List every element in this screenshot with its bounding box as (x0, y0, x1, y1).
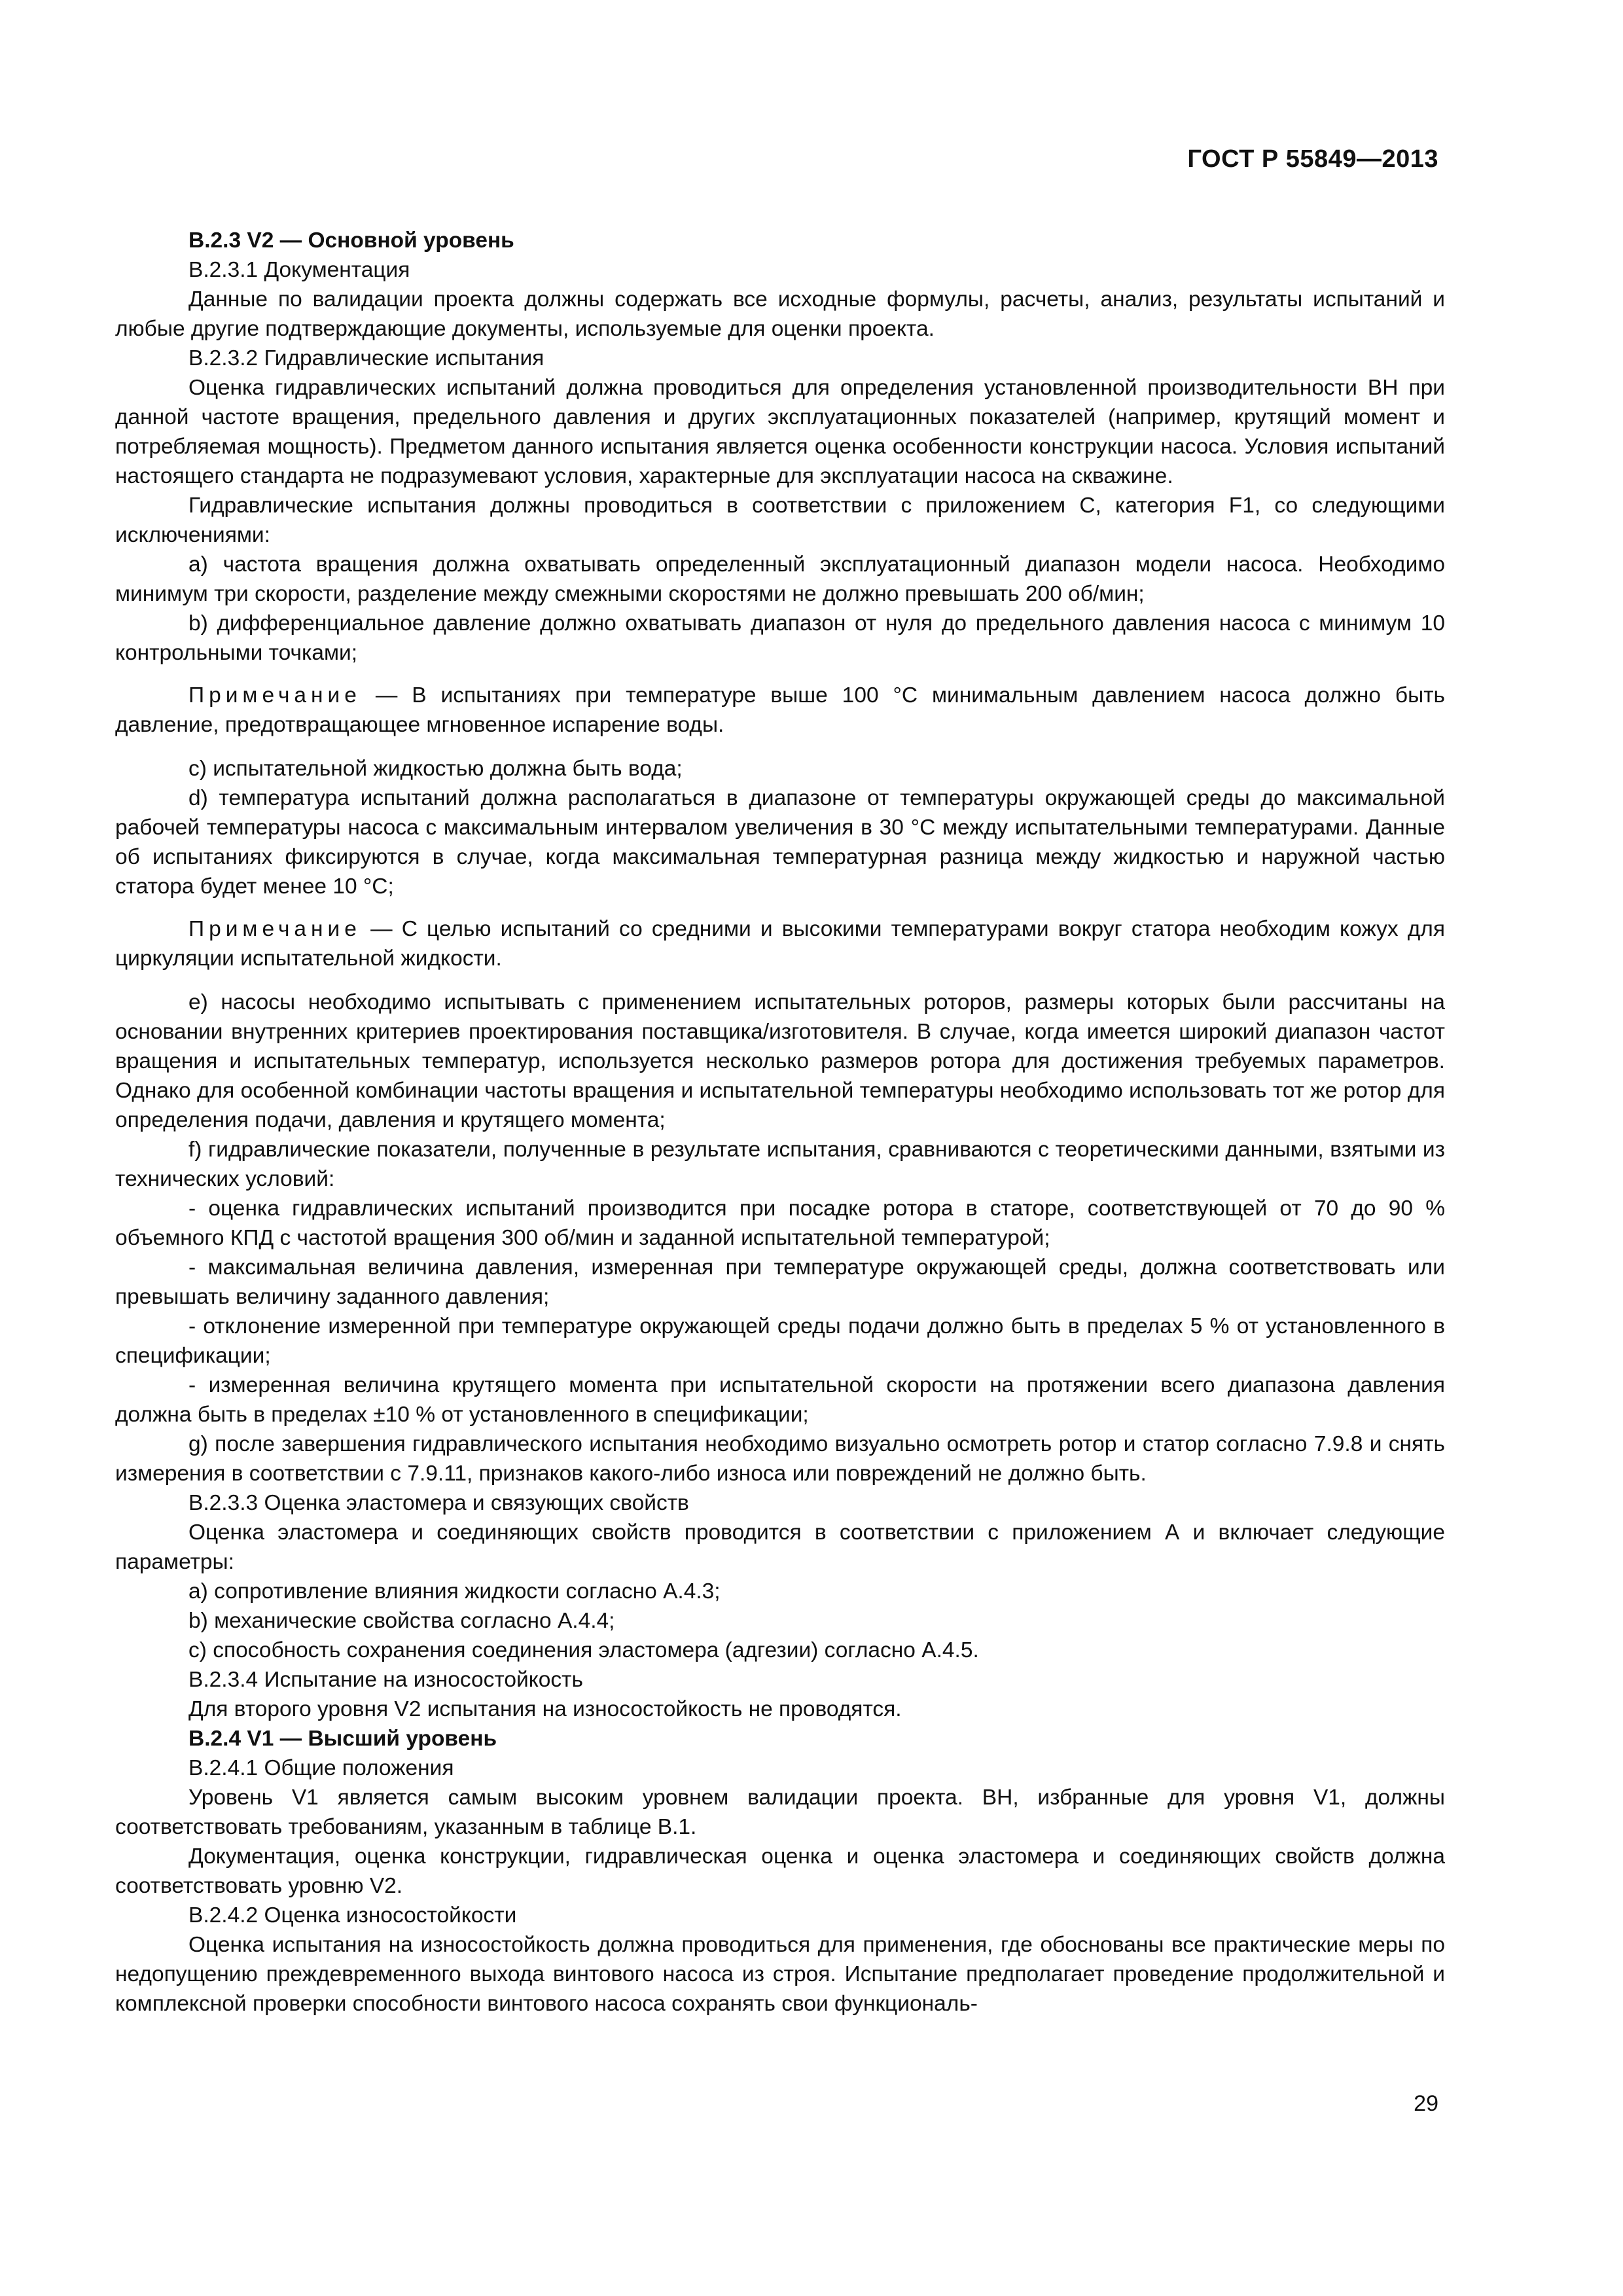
paragraph: Гидравлические испытания должны проводиться в соответствии с приложением С, категория F1, со следующими исключениями: (115, 493, 1445, 547)
subsection-heading: B.2.4.2 Оценка износостойкости (188, 1903, 517, 1928)
note (115, 681, 1445, 740)
note-text: — С целью испытаний со средними и высокими температурами вокруг статора необходим кожух для циркуляции испытательной жидкости. (115, 917, 1445, 971)
paragraph: Оценка гидравлических испытаний должна проводиться для определения установленной производительности ВН при данной частоте вращения, предельного давления и других эксплуатационных показателей (например, крутящий момент и потребляемая мощность). Предметом данного испытания является оценка особенности конструкции насоса. Условия испытаний настоящего стандарта не подразумевают условия, характерные для эксплуатации насоса на скважине. (115, 376, 1445, 488)
standard-header: ГОСТ Р 55849—2013 (1187, 145, 1438, 173)
list-item: c) способность сохранения соединения эластомера (адгезии) согласно А.4.5. (188, 1638, 979, 1662)
note-label: Примечание (188, 917, 361, 941)
section-heading: B.2.4 V1 — Высший уровень (188, 1727, 497, 1751)
list-item: g) после завершения гидравлического испытания необходимо визуально осмотреть ротор и статор согласно 7.9.8 и снять измерения в соответствии с 7.9.11, признаков какого-либо износа или повреждений не должно быть. (115, 1432, 1445, 1486)
subsection-heading: B.2.3.2 Гидравлические испытания (188, 346, 544, 370)
dash-item: - максимальная величина давления, измеренная при температуре окружающей среды, должна соответствовать или превышать величину заданного давления; (115, 1255, 1445, 1309)
subsection-heading: B.2.3.4 Испытание на износостойкость (188, 1668, 583, 1692)
section-heading: B.2.3 V2 — Основной уровень (188, 228, 514, 253)
subsection-heading: B.2.4.1 Общие положения (188, 1756, 454, 1780)
list-item: e) насосы необходимо испытывать с применением испытательных роторов, размеры которых были рассчитаны на основании внутренних критериев проектирования поставщика/изготовителя. В случае, когда имеется широкий диапазон частот вращения и испытательных температур, используется несколько размеров ротора для достижения требуемых параметров. Однако для особенной комбинации частоты вращения и испытательной температуры необходимо использовать тот же ротор для определения подачи, давления и крутящего момента; (115, 990, 1445, 1132)
dash-item: - отклонение измеренной при температуре окружающей среды подачи должно быть в пределах 5 % от установленного в спецификации; (115, 1314, 1445, 1368)
subsection-heading: B.2.3.1 Документация (188, 258, 410, 282)
note (115, 914, 1445, 973)
paragraph: Для второго уровня V2 испытания на износостойкость не проводятся. (188, 1697, 902, 1721)
note-text: — В испытаниях при температуре выше 100 °С минимальным давлением насоса должно быть давление, предотвращающее мгновенное испарение воды. (115, 683, 1445, 737)
list-item: b) дифференциальное давление должно охватывать диапазон от нуля до предельного давления насоса с минимум 10 контрольными точками; (115, 611, 1445, 665)
list-item: c) испытательной жидкостью должна быть вода; (188, 757, 683, 781)
list-item: a) частота вращения должна охватывать определенный эксплуатационный диапазон модели насоса. Необходимо минимум три скорости, разделение между смежными скоростями не должно превышать 200 об/мин; (115, 552, 1445, 606)
note-label: Примечание (188, 683, 361, 708)
subsection-heading: B.2.3.3 Оценка эластомера и связующих свойств (188, 1491, 689, 1515)
paragraph: Оценка эластомера и соединяющих свойств проводится в соответствии с приложением А и включает следующие параметры: (115, 1520, 1445, 1574)
list-item: a) сопротивление влияния жидкости согласно А.4.3; (188, 1579, 721, 1604)
dash-item: - измеренная величина крутящего момента при испытательной скорости на протяжении всего диапазона давления должна быть в пределах ±10 % от установленного в спецификации; (115, 1373, 1445, 1427)
list-item: d) температура испытаний должна располагаться в диапазоне от температуры окружающей среды до максимальной рабочей температуры насоса с максимальным интервалом увеличения в 30 °С между испытательными температурами. Данные об испытаниях фиксируются в случае, когда максимальная температурная разница между жидкостью и наружной частью статора будет менее 10 °С; (115, 786, 1445, 899)
paragraph: Документация, оценка конструкции, гидравлическая оценка и оценка эластомера и соединяющих свойств должна соответствовать уровню V2. (115, 1844, 1445, 1898)
paragraph: Уровень V1 является самым высоким уровнем валидации проекта. ВН, избранные для уровня V1, должны соответствовать требованиям, указанным в таблице В.1. (115, 1785, 1445, 1839)
list-item: b) механические свойства согласно А.4.4; (188, 1609, 615, 1633)
page-number: 29 (1414, 2091, 1438, 2116)
document-body (115, 226, 1445, 2018)
list-item: f) гидравлические показатели, полученные в результате испытания, сравниваются с теоретическими данными, взятыми из технических условий: (115, 1138, 1445, 1191)
paragraph: Данные по валидации проекта должны содержать все исходные формулы, расчеты, анализ, результаты испытаний и любые другие подтверждающие документы, используемые для оценки проекта. (115, 287, 1445, 341)
dash-item: - оценка гидравлических испытаний производится при посадке ротора в статоре, соответствующей от 70 до 90 % объемного КПД с частотой вращения 300 об/мин и заданной испытательной температурой; (115, 1196, 1445, 1250)
paragraph: Оценка испытания на износостойкость должна проводиться для применения, где обоснованы все практические меры по недопущению преждевременного выхода винтового насоса из строя. Испытание предполагает проведение продолжительной и комплексной проверки способности винтового насоса сохранять свои функциональ- (115, 1933, 1445, 2016)
